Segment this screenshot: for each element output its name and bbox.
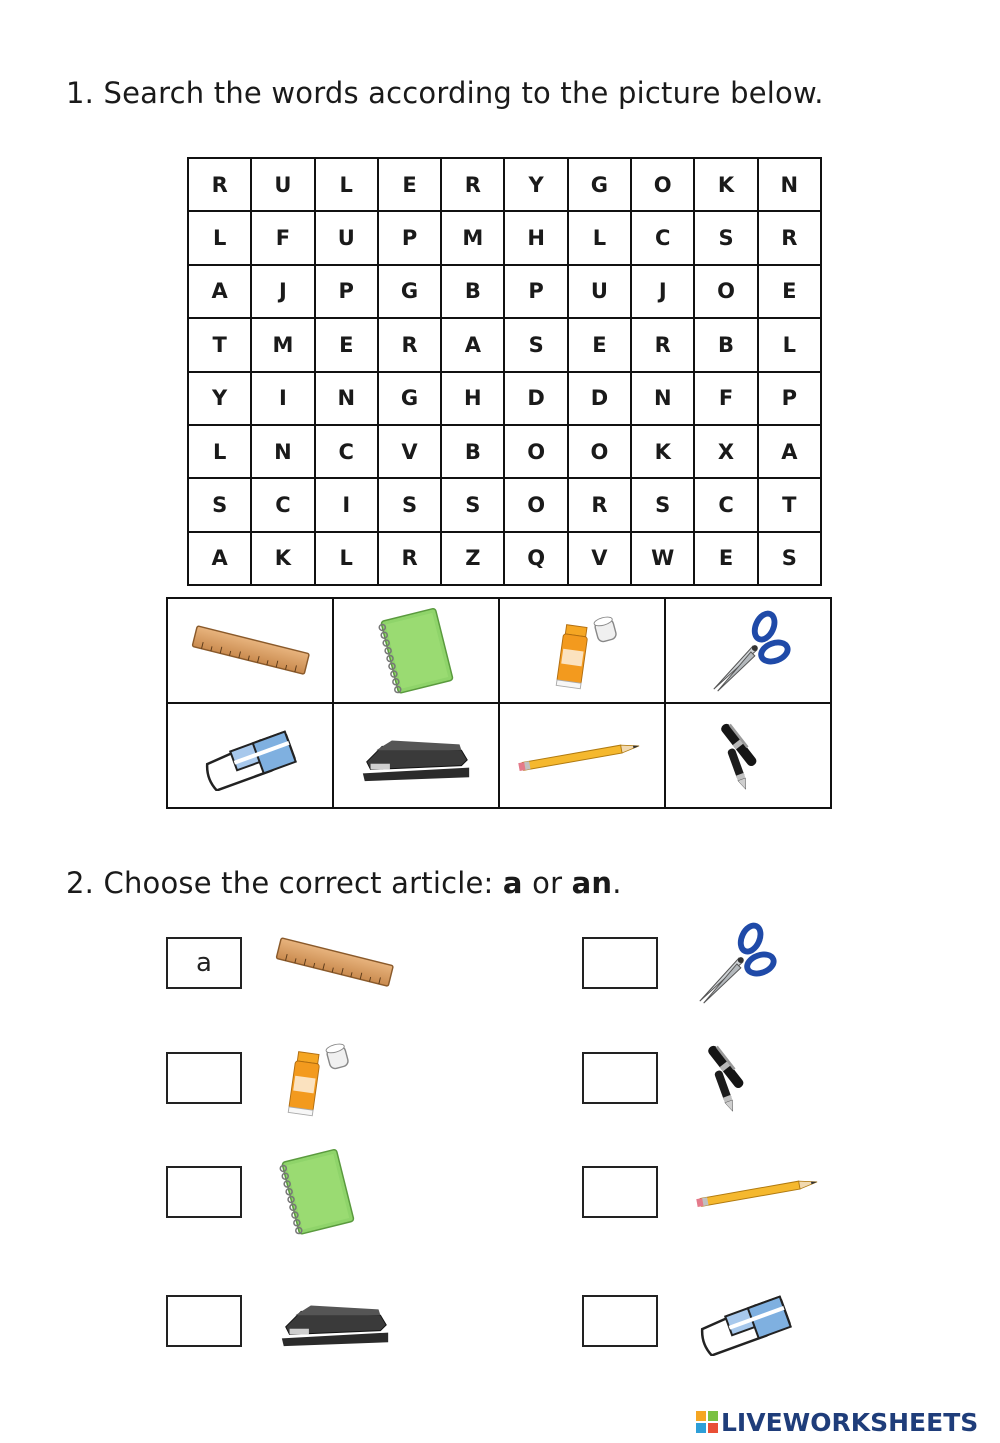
grid-row: [188, 158, 821, 211]
grid-cell[interactable]: N: [315, 372, 378, 425]
grid-cell[interactable]: L: [188, 425, 251, 478]
grid-cell[interactable]: O: [568, 425, 631, 478]
pen-icon: [703, 713, 793, 799]
word-search-grid: [187, 157, 822, 586]
grid-row: [188, 372, 821, 425]
article-input[interactable]: [166, 1295, 242, 1347]
logo-square: [708, 1411, 718, 1421]
grid-cell[interactable]: L: [315, 532, 378, 585]
grid-cell[interactable]: A: [188, 532, 251, 585]
grid-cell[interactable]: Y: [188, 372, 251, 425]
grid-cell[interactable]: V: [568, 532, 631, 585]
pencil-icon: [690, 1167, 830, 1217]
grid-row: [188, 318, 821, 371]
grid-cell[interactable]: P: [758, 372, 821, 425]
grid-cell[interactable]: M: [441, 211, 504, 264]
picture-cell: [333, 598, 499, 703]
grid-row: [188, 532, 821, 585]
brand-name: LIVEWORKSHEETS: [721, 1407, 979, 1437]
grid-cell[interactable]: U: [251, 158, 314, 211]
picture-cell: [499, 703, 665, 808]
grid-cell[interactable]: E: [378, 158, 441, 211]
grid-cell[interactable]: A: [441, 318, 504, 371]
grid-cell[interactable]: F: [694, 372, 757, 425]
logo-square: [708, 1423, 718, 1433]
grid-cell[interactable]: C: [315, 425, 378, 478]
grid-cell[interactable]: R: [188, 158, 251, 211]
grid-cell[interactable]: U: [568, 265, 631, 318]
grid-cell[interactable]: R: [441, 158, 504, 211]
grid-cell[interactable]: L: [315, 158, 378, 211]
grid-cell[interactable]: H: [441, 372, 504, 425]
grid-cell[interactable]: K: [694, 158, 757, 211]
grid-cell[interactable]: G: [378, 265, 441, 318]
grid-cell[interactable]: R: [631, 318, 694, 371]
scissors-icon: [704, 607, 792, 695]
grid-cell[interactable]: E: [315, 318, 378, 371]
grid-cell[interactable]: Z: [441, 532, 504, 585]
grid-cell[interactable]: N: [758, 158, 821, 211]
grid-cell[interactable]: A: [188, 265, 251, 318]
grid-cell[interactable]: S: [758, 532, 821, 585]
grid-cell[interactable]: C: [631, 211, 694, 264]
liveworksheets-logo: [696, 1405, 978, 1439]
grid-cell[interactable]: K: [631, 425, 694, 478]
grid-cell[interactable]: G: [378, 372, 441, 425]
eraser-icon: [195, 721, 305, 791]
picture-grid: [166, 597, 832, 809]
grid-cell[interactable]: A: [758, 425, 821, 478]
grid-cell[interactable]: O: [504, 478, 567, 531]
picture-row: [167, 703, 831, 808]
stapler-icon: [353, 727, 479, 785]
grid-cell[interactable]: G: [568, 158, 631, 211]
grid-cell[interactable]: I: [251, 372, 314, 425]
grid-cell[interactable]: R: [568, 478, 631, 531]
grid-cell[interactable]: P: [315, 265, 378, 318]
article-input[interactable]: [166, 937, 242, 989]
grid-cell[interactable]: L: [758, 318, 821, 371]
grid-cell[interactable]: T: [188, 318, 251, 371]
scissors-icon: [690, 919, 778, 1007]
picture-row: [167, 598, 831, 703]
grid-cell[interactable]: N: [251, 425, 314, 478]
section-1-heading: 1. Search the words according to the picture below.: [66, 76, 824, 110]
grid-cell[interactable]: J: [631, 265, 694, 318]
grid-cell[interactable]: O: [694, 265, 757, 318]
article-input[interactable]: [166, 1052, 242, 1104]
pen-icon: [690, 1035, 780, 1121]
article-input[interactable]: [582, 1166, 658, 1218]
picture-cell: [665, 598, 831, 703]
article-input[interactable]: [582, 1295, 658, 1347]
grid-cell[interactable]: J: [251, 265, 314, 318]
grid-cell[interactable]: B: [441, 265, 504, 318]
grid-cell[interactable]: E: [568, 318, 631, 371]
logo-squares-icon: [696, 1411, 718, 1433]
grid-cell[interactable]: C: [694, 478, 757, 531]
grid-row: [188, 265, 821, 318]
ruler-icon: [188, 622, 313, 680]
grid-cell[interactable]: R: [378, 532, 441, 585]
grid-cell[interactable]: D: [504, 372, 567, 425]
grid-cell[interactable]: B: [441, 425, 504, 478]
picture-cell: [665, 703, 831, 808]
grid-cell[interactable]: S: [694, 211, 757, 264]
grid-cell[interactable]: U: [315, 211, 378, 264]
logo-square: [696, 1411, 706, 1421]
article-input[interactable]: [166, 1166, 242, 1218]
grid-cell[interactable]: E: [694, 532, 757, 585]
picture-cell: [499, 598, 665, 703]
grid-cell[interactable]: S: [378, 478, 441, 531]
grid-cell[interactable]: H: [504, 211, 567, 264]
grid-cell[interactable]: P: [504, 265, 567, 318]
glue-stick-icon: [540, 609, 624, 693]
notebook-icon: [371, 606, 461, 696]
section-2-heading: 2. Choose the correct article: a or an.: [66, 866, 622, 900]
grid-cell[interactable]: O: [631, 158, 694, 211]
ruler-icon: [272, 934, 397, 992]
grid-cell[interactable]: L: [568, 211, 631, 264]
eraser-icon: [690, 1286, 800, 1356]
option-an-label: an: [571, 866, 613, 900]
stapler-icon: [272, 1292, 398, 1350]
grid-cell[interactable]: K: [251, 532, 314, 585]
grid-cell[interactable]: Q: [504, 532, 567, 585]
grid-cell[interactable]: R: [758, 211, 821, 264]
pencil-icon: [512, 731, 652, 781]
grid-row: [188, 211, 821, 264]
grid-cell[interactable]: I: [315, 478, 378, 531]
glue-stick-icon: [272, 1036, 356, 1120]
article-input[interactable]: [582, 937, 658, 989]
grid-cell[interactable]: N: [631, 372, 694, 425]
grid-cell[interactable]: X: [694, 425, 757, 478]
grid-cell[interactable]: S: [441, 478, 504, 531]
grid-cell[interactable]: R: [378, 318, 441, 371]
grid-cell[interactable]: S: [188, 478, 251, 531]
grid-cell[interactable]: F: [251, 211, 314, 264]
picture-cell: [167, 598, 333, 703]
grid-cell[interactable]: P: [378, 211, 441, 264]
notebook-icon: [272, 1147, 362, 1237]
picture-cell: [333, 703, 499, 808]
grid-cell[interactable]: C: [251, 478, 314, 531]
grid-cell[interactable]: W: [631, 532, 694, 585]
grid-cell[interactable]: V: [378, 425, 441, 478]
grid-cell[interactable]: E: [758, 265, 821, 318]
grid-cell[interactable]: T: [758, 478, 821, 531]
grid-cell[interactable]: S: [504, 318, 567, 371]
logo-square: [696, 1423, 706, 1433]
grid-row: [188, 478, 821, 531]
grid-cell[interactable]: B: [694, 318, 757, 371]
option-a-label: a: [502, 866, 523, 900]
grid-cell[interactable]: L: [188, 211, 251, 264]
grid-cell[interactable]: Y: [504, 158, 567, 211]
grid-cell[interactable]: D: [568, 372, 631, 425]
picture-cell: [167, 703, 333, 808]
grid-cell[interactable]: O: [504, 425, 567, 478]
grid-cell[interactable]: S: [631, 478, 694, 531]
grid-row: [188, 425, 821, 478]
article-input[interactable]: [582, 1052, 658, 1104]
grid-cell[interactable]: M: [251, 318, 314, 371]
